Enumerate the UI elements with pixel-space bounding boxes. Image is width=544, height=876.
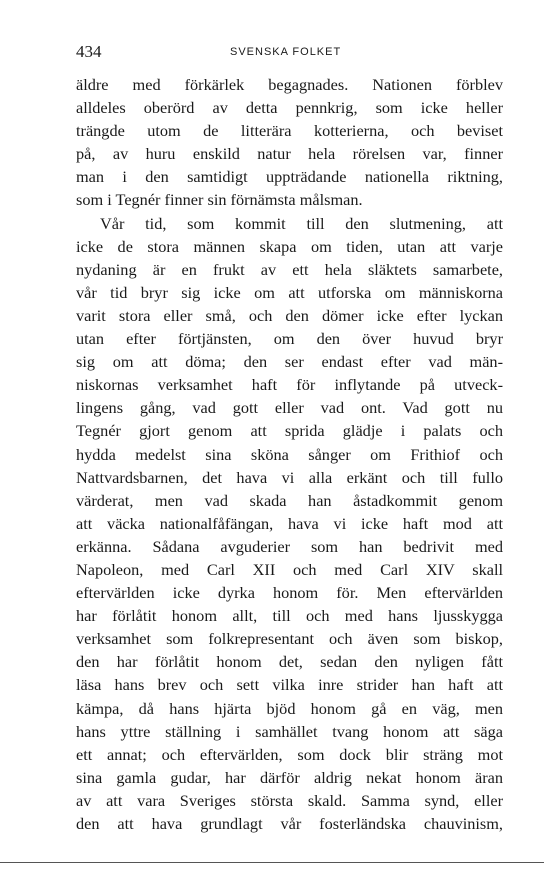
text-line: varit stora eller små, och den dömer icke efter lyckan <box>76 305 503 325</box>
text-line: värderat, men vad skada han åstadkommit genom <box>76 490 503 510</box>
text-line: man i den samtidigt uppträdande nationella riktning, <box>76 167 503 187</box>
text-line: niskornas verksamhet haft för inflytande på utveck- <box>76 375 503 395</box>
text-line: alldeles oberörd av detta pennkrig, som icke heller <box>76 98 503 118</box>
text-line: Nattvardsbarnen, det hava vi alla erkänt och till fullo <box>76 467 503 487</box>
text-line: av att vara Sveriges största skald. Samma synd, eller <box>76 790 503 810</box>
text-line: vår tid bryr sig icke om att utforska om människorna <box>76 282 503 302</box>
text-line: verksamhet som folkrepresentant och även som biskop, <box>76 629 503 649</box>
text-line: hans yttre ställning i samhället tvang honom att säga <box>76 721 503 741</box>
text-line: kämpa, då hans hjärta bjöd honom gå en väg, men <box>76 698 503 718</box>
text-line: sig om att döma; den ser endast efter vad män- <box>76 352 503 372</box>
text-line: äldre med förkärlek begagnades. Nationen förblev <box>76 75 503 94</box>
text-line: nydaning är en frukt av ett hela släktets samarbete, <box>76 259 503 279</box>
text-line: läsa hans brev och sett vilka inre strider han haft att <box>76 675 503 695</box>
text-line: ett annat; och eftervärlden, som dock blir sträng mot <box>76 744 503 764</box>
text-line: lingens gång, vad gott eller vad ont. Vad gott nu <box>76 398 503 418</box>
text-line: den har förlåtit honom det, sedan den nyligen fått <box>76 652 503 672</box>
text-line: trängde utom de litterära kotterierna, och beviset <box>76 121 503 141</box>
page-header <box>76 42 506 62</box>
scan-edge-rule <box>0 862 544 863</box>
text-line: som i Tegnér finner sin förnämsta målsman. <box>76 190 363 210</box>
text-line: att väcka nationalfåfängan, hava vi icke haft mod att <box>76 513 503 533</box>
text-line: Napoleon, med Carl XII och med Carl XIV skall <box>76 559 503 579</box>
text-line: har förlåtit honom allt, till och med hans ljusskygga <box>76 606 503 626</box>
running-title: SVENSKA FOLKET <box>230 46 342 58</box>
text-line: utan efter förtjänsten, om den över huvud bryr <box>76 329 503 349</box>
text-line: på, av huru enskild natur hela rörelsen var, finner <box>76 144 503 164</box>
text-line: erkänna. Sådana avguderier som han bedrivit med <box>76 536 503 556</box>
page-number: 434 <box>76 42 102 61</box>
text-line: icke de stora männen skapa om tiden, utan att varje <box>76 236 503 256</box>
text-line: sina gamla gudar, har därför aldrig nekat honom äran <box>76 767 503 787</box>
text-line: Tegnér gjort genom att sprida glädje i palats och <box>76 421 503 441</box>
text-line: den att hava grundlagt vår fosterländska chauvinism, <box>76 814 503 833</box>
text-line: Vår tid, som kommit till den slutmening, att <box>100 213 503 233</box>
text-line: hydda medelst sina sköna sånger om Frithiof och <box>76 444 503 464</box>
text-line: eftervärlden icke dyrka honom för. Men eftervärlden <box>76 583 503 603</box>
body-text <box>76 73 503 835</box>
